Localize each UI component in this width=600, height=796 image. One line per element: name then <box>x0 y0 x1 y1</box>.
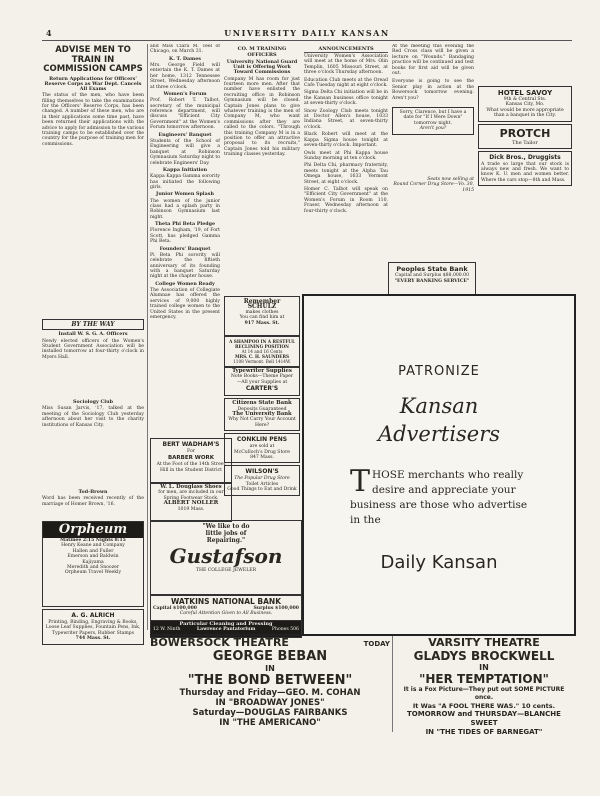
conklin-ad <box>224 433 300 463</box>
dick-text: A trade so large that our stock is always new and fresh. We want to know K. U. men and women better. Where the cars stop—8th and Mass. <box>481 161 569 183</box>
pantatorium-address: 12 W. Ninth <box>153 627 181 632</box>
col2-item-text: Mrs. George Field will entertain the K. T. Dames at her home, 1312 Tennessee Street, Wednesday afternoon at three o'clock. <box>150 63 220 90</box>
col2-item-title: Junior Women Splash <box>156 191 214 198</box>
peoples-title: Peoples State Bank <box>396 265 468 273</box>
orpheum-act: Henry Keane and Company <box>61 543 125 549</box>
conklin-line: McCulloch's Drug Store <box>234 449 290 455</box>
orpheum-act: Orpheum Travel Weekly <box>64 570 122 576</box>
bowersock-next: IN "THE AMERICANO" <box>219 718 321 728</box>
announcement-item: Owls meet at Phi Kappa house Sunday morning at ten o'clock. <box>304 150 388 161</box>
varsity-title: VARSITY THEATRE <box>428 636 540 649</box>
schulz-name: SCHULZ <box>247 303 277 311</box>
douglass-title: W. L. Douglass Shoes <box>160 484 222 490</box>
citizens-line: Deposits Guaranteed <box>237 406 287 412</box>
conklin-line: 847 Mass. <box>250 455 274 461</box>
schulz-address: 917 Mass. St. <box>244 320 280 326</box>
dick-bros-ad <box>478 151 572 187</box>
senior-play-note: Everyone is going to see the Senior play in action at the Bowersock tomorrow evening. Aren't you? <box>392 79 474 101</box>
bowersock-next: Thursday and Friday—GEO. M. COHAN <box>179 688 361 698</box>
orpheum-act: Hallen and Fuller <box>72 548 114 554</box>
column-4 <box>304 44 388 292</box>
bowersock-next: IN "BROADWAY JONES" <box>215 698 325 708</box>
douglass-ad <box>150 482 232 522</box>
col2-item-title: Theta Phi Beta Pledge <box>154 221 216 228</box>
column-rule <box>147 44 148 630</box>
theatre-divider <box>392 636 393 732</box>
bowersock-header <box>150 636 390 649</box>
col2-item-text: The women of the junior class had a splash party in Robinson Gymnasium last night. <box>150 198 220 220</box>
wilson-line: Good Things to Eat and Drink <box>227 487 297 493</box>
protch-line: The Tailor <box>512 139 538 146</box>
bowersock-in: IN <box>265 664 275 673</box>
alrich-address: 744 Mass. St. <box>75 636 111 642</box>
wilson-line: The Popular Drug Store <box>234 476 290 482</box>
col2-item-text: Florence Ingham, '19, of Fort Scott, has pledged Gamma Phi Beta. <box>150 228 220 245</box>
masthead-title: UNIVERSITY DAILY KANSAN <box>224 28 390 38</box>
peoples-line: "EVERY BANKING SERVICE" <box>394 278 470 284</box>
subhead-training-camps: Return Applications for Officers' Reserve Corps as War Dept. Cancels All Exams <box>44 75 142 92</box>
gustafson-tagline: THE COLLEGE JEWELER <box>195 568 257 573</box>
shampoo-address: 1108 Vermont. Bell 1414W. <box>233 359 291 364</box>
protch-ad <box>478 124 572 149</box>
byway-item-continued <box>42 428 144 488</box>
watkins-surplus: Surplus $100,000 <box>253 606 299 611</box>
orpheum-act: Kajiyama <box>82 559 104 565</box>
citizens-line: Why Not Carry Your Account Here? <box>228 417 296 428</box>
column-1 <box>42 44 144 784</box>
article-company-m: Company M has room for just fourteen more men. After that number have enlisted the recruiting office in Robinson Gymnasium will be closed. Captain Jones plans to give whatever training is the men of Company M, who want commissions after they are called to the colors. "Through this training Company M is in a position to offer an attractive proposal to its recruits," Captain Jones told his military training classes yesterday. <box>224 76 300 158</box>
savoy-title: HOTEL SAVOY <box>497 89 553 97</box>
douglass-text: for men, are included in our Spring Footwear Stock. <box>158 490 224 501</box>
kansan-body <box>350 464 530 528</box>
orpheum-act: Emerson and Baldwin <box>67 554 119 560</box>
announcement-item: Homer C. Talbot will speak on "Efficient City Government" at the Women's Forum in Room 110, Fraser, Wednesday afternoon at four-thirty o'clock. <box>304 186 388 214</box>
gustafson-line: little jobs of <box>205 530 247 537</box>
col2-item-text: Pi Beta Phi sorority will celebrate the fiftieth anniversary of its founding with a banquet Saturday night at the chapter house. <box>150 252 220 280</box>
pantatorium-name: Lawrence Pantatorium <box>196 627 256 632</box>
typewriter-ad <box>224 366 300 396</box>
kansan-word: Kansan <box>399 394 479 418</box>
announcement-item: Black Robert will meet at the Kappa Sigma house tonight at seven-thirty o'clock. Important. <box>304 132 388 149</box>
pantatorium-row <box>153 627 299 632</box>
schulz-remember: Remember <box>243 298 281 305</box>
varsity-line: IN "THE TIDES OF BARNEGAT" <box>425 728 543 736</box>
watkins-capital: Capital $100,000 <box>153 606 198 611</box>
gustafson-line: "We like to do <box>202 523 250 530</box>
sorry-line: Sorry, Clarence, but I have a date for "If I Were Down" tomorrow night. <box>399 110 467 126</box>
bowersock-next: Saturday—DOUGLAS FAIRBANKS <box>192 708 348 718</box>
douglass-dealer: ALBERT NOLLER <box>163 500 219 507</box>
schulz-line: makes clothes <box>245 309 279 315</box>
col2-item-title: Engineers' Banquet <box>158 131 212 138</box>
conklin-title: CONKLIN PENS <box>236 436 288 444</box>
sorry-clarence-ad <box>392 107 474 135</box>
patronize-heading: PATRONIZE <box>398 364 480 379</box>
savoy-line: What would be more appropriate than a banquet in the City. <box>486 107 564 119</box>
orpheum-times: Matinee 2:15 Nights 8:15 <box>60 538 126 544</box>
pantatorium-phone: Phones 506 <box>271 627 299 632</box>
sorry-line: Aren't you? <box>419 126 447 132</box>
advertisers-word: Advertisers <box>377 422 501 446</box>
douglass-address: 1019 Mass. <box>177 506 205 512</box>
byway-item-text: Newly elected officers of the Women's Student Government Association will be installed tomorrow at four-thirty o'clock in Myers Hall. <box>42 338 144 360</box>
shampoo-name: MRS. C. H. SAUNDERS <box>234 354 290 359</box>
peoples-bank-ad <box>388 262 476 296</box>
bowersock-theatre-ad <box>150 634 390 734</box>
wilson-line: Toilet Articles <box>245 481 279 487</box>
varsity-film: "HER TEMPTATION" <box>419 672 549 686</box>
daily-kansan-word: Daily Kansan <box>380 552 498 573</box>
col2-item-title: Kappa Initiation <box>162 166 208 173</box>
byway-item-text: Miss Susan Jarvis, '17, talked at the meeting of the Sociology Club yesterday afternoon about her visit to the charity institutions of Kansas City. <box>42 406 144 428</box>
col2-intro: and Miss Clara M. Teel of Chicago, on March 31. <box>150 44 220 55</box>
citizens-bank-ad <box>224 398 300 431</box>
shampoo-title: A SHAMPOO IN A RESTFUL RECLINING POSITION <box>229 339 295 349</box>
byway-item-title: Tod-Brown <box>78 489 108 496</box>
bowersock-film: "THE BOND BETWEEN" <box>187 673 353 688</box>
announcement-item: University Women's Association will meet at the home of Mrs. Olin Templin, 1605 Missouri Street, at three o'clock Thursday afternoon. <box>304 54 388 76</box>
by-the-way-banner: BY THE WAY <box>42 319 144 330</box>
wilson-ad <box>224 465 300 495</box>
protch-title: PROTCH <box>499 126 551 140</box>
wilson-title: WILSON'S <box>245 468 279 476</box>
col2-item-text: Students of the School of Engineering will give a banquet at Robinson Gymnasium Saturday night to celebrate Engineers' Day. <box>150 138 220 166</box>
subhead-company-m: University National Guard Unit is Offering Work Toward Commissions <box>226 59 298 76</box>
wadham-line: For <box>187 449 195 454</box>
dick-title: Dick Bros., Druggists <box>489 153 561 161</box>
headline-training-camps: ADVISE MEN TO TRAIN IN COMMISSION CAMPS <box>43 45 143 74</box>
wadham-title: BERT WADHAM'S <box>162 441 220 448</box>
varsity-line: It Was "A FOOL THERE WAS." 10 cents. <box>412 702 556 710</box>
wadham-ad <box>150 438 232 484</box>
dropcap-letter: T <box>350 464 371 499</box>
article-training-camps-continued <box>42 147 144 317</box>
col2-item-title: College Women Ready <box>155 280 215 287</box>
gustafson-ad <box>150 520 302 596</box>
varsity-in: IN <box>479 663 489 672</box>
varsity-line: TOMORROW and THURSDAY—BLANCHE SWEET <box>407 710 561 727</box>
citizens-line: The University Bank <box>232 411 292 418</box>
alrich-ad <box>42 609 144 645</box>
gustafson-logo: Gustafson <box>169 544 283 568</box>
alrich-name: A. G. ALRICH <box>71 611 115 619</box>
watkins-title: WATKINS NATIONAL BANK <box>170 597 282 606</box>
bowersock-star: GEORGE BEBAN <box>212 649 328 664</box>
savoy-line: Kansas City, Mo. <box>505 102 545 108</box>
col2-item-title: Women's Forum <box>163 91 207 98</box>
article-training-camps: The status of the men, who have been filling themselves to take the examinations for the Officers' Reserve Corps, has been changed. A number of these men, who are in their applications some time past, have been returned their applications with the advice to apply for admission to the various training camps to be established over the country for the purpose of training men for commissions. <box>42 93 144 147</box>
watkins-line: Careful Attention Given to All Business. <box>179 611 273 617</box>
seats-note <box>392 177 474 193</box>
column-6 <box>478 84 572 292</box>
kansan-body-text: HOSE merchants who really desire and appreciate your business are those who advertise in the <box>350 469 528 526</box>
announcements-heading: ANNOUNCEMENTS <box>304 46 388 53</box>
pantatorium-line: Particular Cleaning and Pressing <box>179 621 273 627</box>
orpheum-logo: Orpheum <box>43 522 143 538</box>
bowersock-today: TODAY <box>363 640 390 648</box>
byway-item-title: Sociology Club <box>73 399 113 406</box>
col2-item-text: The Association of Collegiate Alumnae has offered the services of 9,000 highly trained college women to the United States in the present emergency. <box>150 288 220 321</box>
wadham-location: At the Foot of the 14th Street Hill in the Student District <box>156 462 226 473</box>
announcement-item: Sigma Delta Chi initiation will be in the Kansan business office tonight at seven-thirty o'clock. <box>304 90 388 107</box>
announcement-item: Phi Delta Chi, pharmacy fraternity, meets tonight at the Alpha Tau Omega house, 1633 Vermont Street, at eight o'clock. <box>304 163 388 185</box>
byway-item-continued <box>42 360 144 398</box>
savoy-line: 9th & Central Sts. <box>503 97 547 102</box>
announcement-item: Snow Zoology Club meets tonight at Doctor Allen's house, 1033 Indiana Street, at seven-thirty o'clock. <box>304 108 388 130</box>
byway-item-text: Word has been received recently of the marriage of Homer Brown, '16. <box>42 496 144 507</box>
newspaper-page <box>42 26 572 788</box>
col2-item-title: Founders' Banquet <box>159 245 211 252</box>
varsity-line: It is a Fox Picture—They put out SOME PICTURE once. <box>403 686 565 701</box>
alrich-text: Printing, Binding, Engraving & Books, Loose Leaf Supplies, Fountain Pens, Ink, Typewriter Papers, Rubber Stamps <box>45 619 141 636</box>
gustafson-line: Repairing." <box>206 537 246 544</box>
column-5 <box>392 44 474 292</box>
orpheum-act: Meredith and Snoozer <box>66 565 120 571</box>
column-3 <box>224 44 300 292</box>
patronize-kansan-ad <box>302 294 576 636</box>
orpheum-ad <box>42 521 144 607</box>
headline-company-m: CO. M TRAINING OFFICERS <box>237 46 287 58</box>
varsity-theatre-ad <box>396 634 572 734</box>
bowersock-title: BOWERSOCK THEATRE <box>150 636 289 649</box>
seats-line: Round Corner Drug Store—Vo. 30, 1915 <box>393 182 474 193</box>
shampoo-price: At 14 and 16 Cents <box>241 349 283 354</box>
masthead <box>42 26 572 41</box>
col4-ads <box>224 364 300 498</box>
schulz-line: You can find him at <box>239 315 285 321</box>
varsity-star: GLADYS BROCKWELL <box>413 649 555 663</box>
citizens-bank-title: Citizens State Bank <box>232 400 292 407</box>
peoples-line: Capital and Surplus $88,000.00 <box>394 273 470 278</box>
col2-item-text: Prof. Robert T. Talbot, secretary of the municipal reference department, will discuss "Efficient City Government" at the Women's Forum tomorrow afternoon. <box>150 98 220 131</box>
col2-item-title: K. T. Dames <box>169 55 201 62</box>
page-number: 4 <box>46 28 54 38</box>
announcement-item: Education Club meets at the Oread Cafe Tuesday night at eight o'clock. <box>304 77 388 89</box>
byway-item-title: Install W. S. G. A. Officers <box>58 331 128 338</box>
typewriter-line: —All your Supplies at <box>236 379 288 385</box>
conklin-line: are sold at <box>249 444 275 450</box>
red-cross-note: At the meeting this evening the Red Cross class will be given a lecture on "Wounds." Bandaging practice will be continued and text books for first aid will be given out. <box>392 44 474 77</box>
col2-item-text: Kappa Kappa Gamma sorority has initiated the following girls. <box>150 174 220 190</box>
typewriter-line: Note Books—Theme Paper <box>230 374 294 380</box>
hotel-savoy-ad <box>478 86 572 122</box>
watkins-bank-ad <box>150 594 302 622</box>
typewriter-title: Typewriter Supplies <box>232 368 292 374</box>
typewriter-store: CARTER'S <box>245 385 279 393</box>
wadham-service: BARBER WORK <box>167 455 215 462</box>
seats-line: Seats now selling at <box>427 176 474 182</box>
schulz-ad <box>224 296 300 336</box>
